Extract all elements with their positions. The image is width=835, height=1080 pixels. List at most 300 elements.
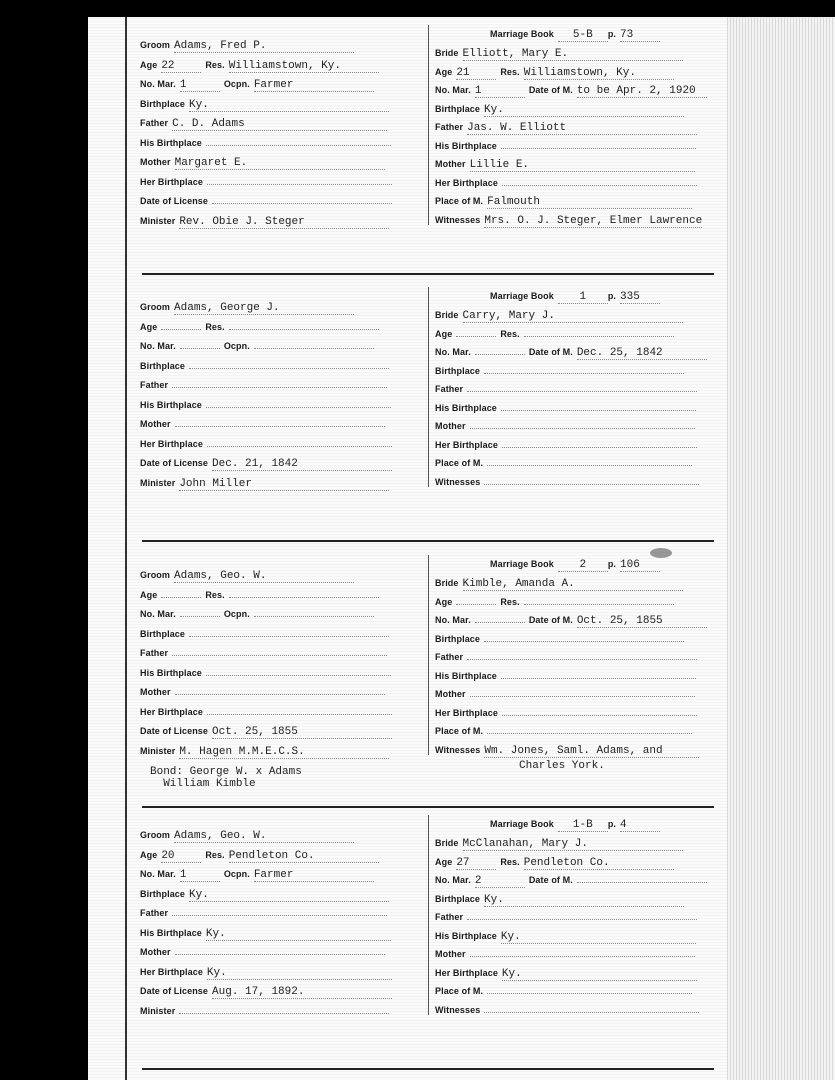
bride-age-label: Age [435, 596, 453, 607]
scan-left-border [0, 17, 88, 1080]
bride-res-label: Res. [500, 856, 520, 867]
field-row [435, 707, 697, 720]
groom-date-of-license-label: Date of License [140, 986, 209, 996]
field-row [435, 402, 696, 415]
field-row [435, 420, 695, 433]
field-row [140, 888, 389, 902]
bride-res-label: Res. [500, 596, 520, 607]
field-row [140, 569, 354, 583]
groom-label: Groom [140, 830, 171, 840]
groom-his-birthplace-value [206, 675, 391, 676]
bride-date-of-m-value: Oct. 25, 1855 [577, 615, 707, 628]
bride-place-of-m-label: Place of M. [435, 458, 484, 468]
page-label: p. [607, 559, 617, 569]
field-row [140, 868, 374, 882]
page-label: p. [607, 29, 617, 39]
groom-father-label: Father [140, 648, 169, 658]
groom-minister-label: Minister [140, 745, 176, 756]
field-row [140, 985, 392, 999]
field-row [140, 137, 391, 150]
field-row [140, 706, 392, 719]
groom-age-label: Age [140, 59, 158, 70]
marriage-record-card [140, 287, 720, 532]
bride-no-mar-value: 1 [475, 85, 525, 98]
groom-age-label: Age [140, 321, 158, 332]
bride-place-of-m-label: Place of M. [435, 726, 484, 736]
bride-birthplace-label: Birthplace [435, 893, 481, 904]
field-row [140, 301, 354, 315]
bride-date-of-m-value [577, 882, 707, 883]
groom-her-birthplace-value: Ky. [207, 967, 392, 980]
bride-date-of-m-label: Date of M. [528, 875, 573, 885]
field-row [435, 967, 697, 981]
page-value: 4 [620, 819, 660, 832]
bride-father-value [467, 391, 697, 392]
groom-father-label: Father [140, 380, 169, 390]
field-row [140, 156, 385, 170]
field-row [140, 117, 387, 131]
bride-father-value: Jas. W. Elliott [467, 122, 697, 135]
bride-father-value [467, 659, 697, 660]
marriage-book-header [490, 819, 660, 832]
bride-mother-label: Mother [435, 689, 466, 699]
bride-no-mar-label: No. Mar. [435, 347, 471, 357]
groom-her-birthplace-label: Her Birthplace [140, 966, 203, 977]
groom-her-birthplace-label: Her Birthplace [140, 176, 203, 187]
bride-no-mar-value [475, 354, 525, 355]
bride-birthplace-value: Ky. [484, 894, 684, 907]
bride-label: Bride [435, 48, 459, 58]
field-row [435, 177, 697, 190]
field-row [140, 78, 374, 92]
field-row [140, 647, 387, 660]
field-row [140, 39, 354, 53]
groom-ocpn-value: Farmer [254, 79, 374, 92]
bride-birthplace-label: Birthplace [435, 365, 481, 376]
groom-mother-label: Mother [140, 157, 171, 167]
field-row [435, 577, 683, 591]
field-row [435, 725, 692, 738]
field-row [435, 457, 692, 470]
marriage-book-label: Marriage Book [490, 291, 554, 301]
field-row [435, 614, 707, 628]
field-row [435, 911, 697, 924]
field-row [140, 98, 389, 112]
groom-his-birthplace-label: His Birthplace [140, 137, 202, 148]
field-row [140, 379, 387, 392]
bride-his-birthplace-value: Ky. [501, 931, 696, 944]
groom-label: Groom [140, 302, 171, 312]
field-row [435, 328, 674, 341]
scan-top-border [0, 0, 835, 17]
bride-res-value: Williamstown, Ky. [524, 67, 674, 80]
groom-mother-value [175, 694, 385, 695]
bride-his-birthplace-value [501, 148, 696, 149]
bride-father-label: Father [435, 912, 464, 922]
bride-mother-label: Mother [435, 159, 466, 169]
groom-ocpn-value: Farmer [254, 869, 374, 882]
groom-ocpn-label: Ocpn. [223, 609, 250, 619]
groom-age-value [161, 597, 201, 598]
bride-her-birthplace-label: Her Birthplace [435, 707, 498, 718]
groom-date-of-license-value: Aug. 17, 1892. [212, 986, 392, 999]
field-row [435, 670, 696, 683]
groom-birthplace-value: Ky. [189, 889, 389, 902]
groom-no-mar-label: No. Mar. [140, 869, 176, 879]
field-row [140, 907, 387, 920]
bride-mother-value: Lillie E. [470, 159, 695, 172]
bride-witnesses-label: Witnesses [435, 744, 481, 755]
bride-his-birthplace-value [501, 678, 696, 679]
groom-date-of-license-value: Oct. 25, 1855 [212, 726, 392, 739]
groom-age-label: Age [140, 589, 158, 600]
groom-his-birthplace-value [206, 407, 391, 408]
bride-age-value [456, 336, 496, 337]
field-row [435, 309, 683, 323]
bride-res-value [524, 604, 674, 605]
field-row [435, 47, 683, 61]
field-row [435, 930, 696, 944]
groom-age-value: 20 [161, 850, 201, 863]
groom-birthplace-value: Ky. [189, 99, 389, 112]
bride-birthplace-label: Birthplace [435, 103, 481, 114]
groom-ocpn-label: Ocpn. [223, 79, 250, 89]
field-row [140, 667, 391, 680]
groom-minister-value: Rev. Obie J. Steger [179, 216, 389, 229]
bride-res-label: Res. [500, 66, 520, 77]
field-row [435, 476, 699, 489]
groom-ocpn-label: Ocpn. [223, 869, 250, 879]
field-row [435, 893, 684, 907]
bride-witnesses-value [484, 484, 699, 485]
marriage-book-label: Marriage Book [490, 819, 554, 829]
bride-her-birthplace-value [502, 447, 697, 448]
groom-no-mar-label: No. Mar. [140, 341, 176, 351]
marriage-record-card [140, 555, 720, 800]
marriage-book-label: Marriage Book [490, 29, 554, 39]
bride-birthplace-value [484, 641, 684, 642]
groom-minister-label: Minister [140, 477, 176, 488]
field-row [435, 596, 674, 609]
groom-age-value: 22 [161, 60, 201, 73]
field-row [435, 948, 695, 961]
groom-minister-label: Minister [140, 1005, 176, 1016]
groom-birthplace-label: Birthplace [140, 888, 186, 899]
groom-his-birthplace-label: His Birthplace [140, 667, 202, 678]
bride-mother-label: Mother [435, 421, 466, 431]
bride-date-of-m-label: Date of M. [528, 615, 573, 625]
field-row [140, 829, 354, 843]
groom-age-label: Age [140, 849, 158, 860]
groom-date-of-license-value: Dec. 21, 1842 [212, 458, 392, 471]
bride-no-mar-label: No. Mar. [435, 615, 471, 625]
groom-his-birthplace-value: Ky. [206, 928, 391, 941]
bride-witnesses-value [484, 1012, 699, 1013]
bride-age-label: Age [435, 856, 453, 867]
groom-birthplace-label: Birthplace [140, 98, 186, 109]
field-row [435, 383, 697, 396]
column-divider [428, 25, 429, 225]
marriage-book-header [490, 291, 660, 304]
field-row [140, 321, 379, 334]
groom-father-value [172, 915, 387, 916]
bride-mother-value [470, 696, 695, 697]
field-row [140, 725, 392, 739]
marriage-book-header [490, 29, 660, 42]
field-row [435, 874, 707, 888]
bride-no-mar-label: No. Mar. [435, 875, 471, 885]
field-row [140, 628, 389, 641]
field-row [435, 439, 697, 452]
groom-mother-label: Mother [140, 947, 171, 957]
field-row [140, 215, 389, 229]
groom-no-mar-value: 1 [180, 79, 220, 92]
groom-date-of-license-label: Date of License [140, 726, 209, 736]
bride-birthplace-label: Birthplace [435, 633, 481, 644]
field-row [435, 84, 707, 98]
ink-blot [650, 548, 672, 558]
field-row [140, 589, 379, 602]
record-separator-line [142, 1068, 714, 1070]
field-row [140, 927, 391, 941]
bride-mother-label: Mother [435, 949, 466, 959]
page-value: 335 [620, 291, 660, 304]
bride-his-birthplace-label: His Birthplace [435, 670, 497, 681]
bride-date-of-m-value: to be Apr. 2, 1920 [577, 85, 707, 98]
field-row [435, 633, 684, 646]
groom-father-label: Father [140, 118, 169, 128]
bride-no-mar-label: No. Mar. [435, 85, 471, 95]
field-row [435, 346, 707, 360]
bride-value: Carry, Mary J. [463, 310, 683, 323]
bride-his-birthplace-label: His Birthplace [435, 930, 497, 941]
groom-ocpn-value [254, 616, 374, 617]
bride-no-mar-value: 2 [475, 875, 525, 888]
field-row [140, 399, 391, 412]
bride-mother-value [470, 956, 695, 957]
field-row [140, 59, 379, 73]
field-row [140, 418, 385, 431]
groom-birthplace-value [189, 636, 389, 637]
groom-res-value [229, 597, 379, 598]
page-value: 73 [620, 29, 660, 42]
field-row [435, 744, 699, 758]
column-divider [428, 287, 429, 487]
field-row [435, 103, 684, 117]
column-divider [428, 555, 429, 755]
groom-res-value [229, 329, 379, 330]
bride-father-value [467, 919, 697, 920]
field-row [140, 745, 389, 759]
column-divider [428, 815, 429, 1015]
groom-his-birthplace-label: His Birthplace [140, 927, 202, 938]
bride-place-of-m-value [487, 465, 692, 466]
groom-birthplace-value [189, 368, 389, 369]
field-row [435, 214, 702, 228]
field-row [140, 1005, 389, 1018]
groom-date-of-license-value [212, 203, 392, 204]
groom-her-birthplace-label: Her Birthplace [140, 706, 203, 717]
marriage-record-card [140, 815, 720, 1060]
bride-place-of-m-value [487, 733, 692, 734]
groom-his-birthplace-label: His Birthplace [140, 399, 202, 410]
page-label: p. [607, 819, 617, 829]
field-row [435, 66, 674, 80]
field-row [435, 837, 683, 851]
field-row [140, 457, 392, 471]
groom-res-label: Res. [205, 589, 225, 600]
groom-mother-label: Mother [140, 419, 171, 429]
groom-no-mar-value [180, 616, 220, 617]
bride-father-label: Father [435, 384, 464, 394]
bride-date-of-m-label: Date of M. [528, 347, 573, 357]
bride-place-of-m-value [487, 993, 692, 994]
bride-place-of-m-label: Place of M. [435, 196, 484, 206]
groom-her-birthplace-value [207, 184, 392, 185]
groom-no-mar-label: No. Mar. [140, 79, 176, 89]
groom-res-value: Williamstown, Ky. [229, 60, 379, 73]
field-row [140, 849, 379, 863]
record-separator-line [142, 806, 714, 808]
field-row [435, 1004, 699, 1017]
groom-res-label: Res. [205, 59, 225, 70]
marriage-book-header [490, 559, 660, 572]
groom-birthplace-label: Birthplace [140, 360, 186, 371]
groom-her-birthplace-value [207, 714, 392, 715]
groom-res-label: Res. [205, 321, 225, 332]
groom-mother-value [175, 426, 385, 427]
bond-note: Bond: George W. x Adams William Kimble [150, 766, 302, 790]
bride-his-birthplace-value [501, 410, 696, 411]
bride-age-value: 21 [456, 67, 496, 80]
record-separator-line [142, 540, 714, 542]
groom-father-value [172, 655, 387, 656]
field-row [435, 651, 697, 664]
marriage-book-value: 2 [558, 559, 608, 572]
bride-her-birthplace-label: Her Birthplace [435, 177, 498, 188]
groom-res-label: Res. [205, 849, 225, 860]
field-row [435, 121, 697, 135]
bride-birthplace-value: Ky. [484, 104, 684, 117]
bride-birthplace-value [484, 373, 684, 374]
field-row [140, 360, 389, 373]
groom-mother-value [175, 954, 385, 955]
bride-age-value: 27 [456, 857, 496, 870]
field-row [435, 140, 696, 153]
record-separator-line [142, 273, 714, 275]
bride-res-value: Pendleton Co. [524, 857, 674, 870]
marriage-book-value: 5-B [558, 29, 608, 42]
bride-her-birthplace-value: Ky. [502, 968, 697, 981]
marriage-record-card [140, 25, 720, 270]
field-row [435, 195, 692, 209]
adjacent-page-edge [727, 17, 835, 1080]
groom-father-label: Father [140, 908, 169, 918]
page-label: p. [607, 291, 617, 301]
bride-value: Elliott, Mary E. [463, 48, 683, 61]
bride-her-birthplace-label: Her Birthplace [435, 439, 498, 450]
groom-ocpn-label: Ocpn. [223, 341, 250, 351]
field-row [140, 195, 392, 208]
groom-label: Groom [140, 40, 171, 50]
field-row [140, 340, 374, 353]
field-row [435, 365, 684, 378]
groom-no-mar-value: 1 [180, 869, 220, 882]
groom-minister-value: M. Hagen M.M.E.C.S. [179, 746, 389, 759]
groom-res-value: Pendleton Co. [229, 850, 379, 863]
bride-his-birthplace-label: His Birthplace [435, 140, 497, 151]
bride-witnesses-label: Witnesses [435, 476, 481, 487]
bride-witnesses-label: Witnesses [435, 214, 481, 225]
bride-her-birthplace-value [502, 715, 697, 716]
bride-date-of-m-value: Dec. 25, 1842 [577, 347, 707, 360]
bride-father-label: Father [435, 122, 464, 132]
groom-her-birthplace-value [207, 446, 392, 447]
bride-witnesses-2-value: Charles York. [519, 760, 605, 772]
groom-date-of-license-label: Date of License [140, 458, 209, 468]
bride-age-label: Age [435, 328, 453, 339]
groom-age-value [161, 329, 201, 330]
left-margin-rule [125, 17, 127, 1080]
bride-father-label: Father [435, 652, 464, 662]
marriage-book-value: 1-B [558, 819, 608, 832]
groom-value: Adams, Fred P. [174, 40, 354, 53]
field-row [140, 686, 385, 699]
bride-place-of-m-label: Place of M. [435, 986, 484, 996]
bride-value: Kimble, Amanda A. [463, 578, 683, 591]
groom-her-birthplace-label: Her Birthplace [140, 438, 203, 449]
groom-minister-value [179, 1013, 389, 1014]
groom-mother-label: Mother [140, 687, 171, 697]
bride-witnesses-continued [515, 760, 605, 772]
bride-mother-value [470, 428, 695, 429]
bride-label: Bride [435, 310, 459, 320]
bride-res-value [524, 336, 674, 337]
groom-minister-value: John Miller [179, 478, 389, 491]
bride-age-label: Age [435, 66, 453, 77]
marriage-book-value: 1 [558, 291, 608, 304]
field-row [140, 477, 389, 491]
bride-witnesses-value: Mrs. O. J. Steger, Elmer Lawrence [484, 214, 703, 227]
field-row [140, 946, 385, 959]
field-row [140, 438, 392, 451]
groom-birthplace-label: Birthplace [140, 628, 186, 639]
field-row [140, 966, 392, 980]
bride-her-birthplace-value [502, 185, 697, 186]
groom-no-mar-label: No. Mar. [140, 609, 176, 619]
groom-his-birthplace-value [206, 145, 391, 146]
field-row [435, 688, 695, 701]
field-row [140, 608, 374, 621]
groom-value: Adams, Geo. W. [174, 830, 354, 843]
bride-label: Bride [435, 578, 459, 588]
bride-witnesses-value: Wm. Jones, Saml. Adams, and [484, 745, 699, 758]
field-row [140, 176, 392, 189]
groom-ocpn-value [254, 348, 374, 349]
bride-label: Bride [435, 838, 459, 848]
bride-witnesses-label: Witnesses [435, 1004, 481, 1015]
groom-minister-label: Minister [140, 215, 176, 226]
groom-mother-value: Margaret E. [175, 157, 385, 170]
bride-his-birthplace-label: His Birthplace [435, 402, 497, 413]
groom-father-value: C. D. Adams [172, 118, 387, 131]
bride-no-mar-value [475, 622, 525, 623]
groom-value: Adams, George J. [174, 302, 354, 315]
bride-age-value [456, 604, 496, 605]
bride-place-of-m-value: Falmouth [487, 196, 692, 209]
groom-father-value [172, 387, 387, 388]
page-value: 106 [620, 559, 660, 572]
